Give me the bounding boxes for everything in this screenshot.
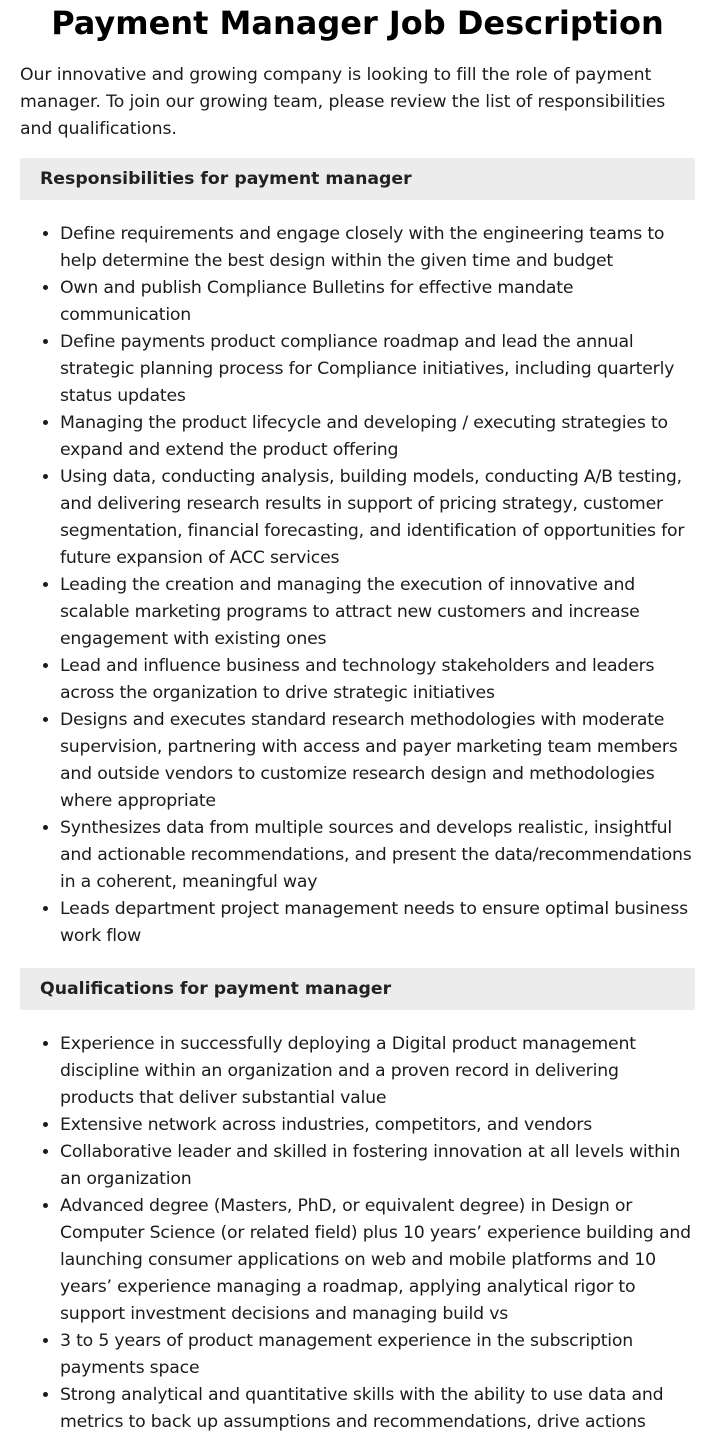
list-item: • 3 to 5 years of product management experience in the subscription payments space	[60, 1328, 695, 1382]
list-item: • Advanced degree (Masters, PhD, or equivalent degree) in Design or Computer Science (or related field) plus 10 years’ experience building and launching consumer applications on web and mobile platforms and 10 years’ experience managing a roadmap, applying analytical rigor to support investment decisions and managing build vs	[60, 1193, 695, 1328]
list-item: • Designs and executes standard research methodologies with moderate supervision, partnering with access and payer marketing team members and outside vendors to customize research design and methodologies where appropriate	[60, 707, 695, 815]
list-item: • Leads department project management needs to ensure optimal business work flow	[60, 896, 695, 950]
list-item: • Extensive network across industries, competitors, and vendors	[60, 1112, 695, 1139]
intro-paragraph: Our innovative and growing company is looking to fill the role of payment manager. To join our growing team, please review the list of responsibilities and qualifications.	[20, 65, 666, 139]
page-title: Payment Manager Job Description	[51, 4, 664, 42]
list-item: • Using data, conducting analysis, building models, conducting A/B testing, and delivering research results in support of pricing strategy, customer segmentation, financial forecasting, and identification of opportunities for future expansion of ACC services	[60, 464, 695, 572]
list-item: • Define payments product compliance roadmap and lead the annual strategic planning process for Compliance initiatives, including quarterly status updates	[60, 329, 695, 410]
list-item: • Leading the creation and managing the execution of innovative and scalable marketing programs to attract new customers and increase engagement with existing ones	[60, 572, 695, 653]
list-item: • Collaborative leader and skilled in fostering innovation at all levels within an organization	[60, 1139, 695, 1193]
list-item: • Lead and influence business and technology stakeholders and leaders across the organization to drive strategic initiatives	[60, 653, 695, 707]
list-item: • Strong analytical and quantitative skills with the ability to use data and metrics to back up assumptions and recommendations, drive actions	[60, 1382, 695, 1436]
qualifications-heading: Qualifications for payment manager	[20, 968, 695, 1010]
list-item: • Managing the product lifecycle and developing / executing strategies to expand and extend the product offering	[60, 410, 695, 464]
qualifications-list	[20, 1031, 695, 1436]
list-item: • Own and publish Compliance Bulletins for effective mandate communication	[60, 275, 695, 329]
responsibilities-heading: Responsibilities for payment manager	[20, 158, 695, 200]
list-item: • Define requirements and engage closely with the engineering teams to help determine the best design within the given time and budget	[60, 221, 695, 275]
list-item: • Synthesizes data from multiple sources and develops realistic, insightful and actionable recommendations, and present the data/recommendations in a coherent, meaningful way	[60, 815, 695, 896]
list-item: • Experience in successfully deploying a Digital product management discipline within an organization and a proven record in delivering products that deliver substantial value	[60, 1031, 695, 1112]
responsibilities-list	[20, 221, 695, 950]
